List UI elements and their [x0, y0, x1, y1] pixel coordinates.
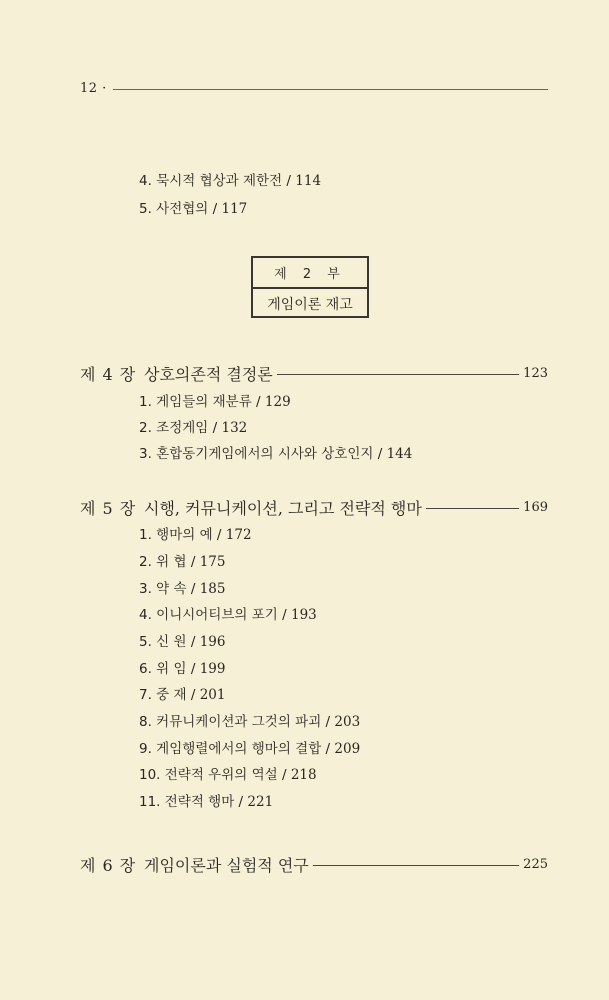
page-number: 12 · — [80, 80, 107, 96]
entry-title: 5. 신 원 — [139, 634, 187, 650]
entry-title: 3. 혼합동기게임에서의 시사와 상호인지 — [139, 446, 374, 462]
entry-page: 185 — [199, 581, 226, 597]
toc-entry[interactable]: 3. 혼합동기게임에서의 시사와 상호인지 / 144 — [139, 446, 413, 462]
entry-title: 6. 위 임 — [139, 661, 187, 677]
toc-entry[interactable]: 2. 위 협 / 175 — [139, 554, 226, 570]
entry-title: 3. 약 속 — [139, 581, 187, 597]
leader-rule — [277, 374, 519, 375]
toc-entry[interactable]: 7. 중 재 / 201 — [139, 687, 226, 703]
toc-entry[interactable]: 4. 이니시어티브의 포기 / 193 — [139, 607, 317, 623]
entry-page: 144 — [386, 446, 413, 462]
part-title: 게임이론 재고 — [267, 296, 353, 313]
entry-page: 221 — [247, 794, 274, 810]
chapter-label: 제 6 장 — [80, 855, 137, 875]
entry-title: 7. 중 재 — [139, 687, 187, 703]
entry-page: 201 — [199, 687, 226, 703]
chapter-title: 상호의존적 결정론 — [144, 364, 273, 384]
chapter-title: 게임이론과 실험적 연구 — [144, 855, 309, 875]
part-heading-box — [251, 256, 369, 318]
entry-title: 11. 전략적 행마 — [139, 794, 235, 810]
entry-title: 1. 게임들의 재분류 — [139, 394, 252, 410]
toc-entry[interactable]: 2. 조정게임 / 132 — [139, 420, 248, 436]
entry-title: 4. 묵시적 협상과 제한전 — [139, 173, 283, 189]
entry-page: 114 — [295, 173, 322, 189]
entry-page: 129 — [264, 394, 291, 410]
entry-page: 203 — [334, 714, 361, 730]
toc-entry[interactable]: 11. 전략적 행마 / 221 — [139, 794, 274, 810]
chapter-label: 제 4 장 — [80, 364, 137, 384]
entry-page: 117 — [221, 201, 248, 217]
toc-entry[interactable]: 9. 게임행렬에서의 행마의 결합 / 209 — [139, 741, 361, 757]
entry-page: 196 — [199, 634, 226, 650]
toc-entry[interactable]: 5. 신 원 / 196 — [139, 634, 226, 650]
entry-title: 2. 위 협 — [139, 554, 187, 570]
entry-page: 132 — [221, 420, 248, 436]
entry-title: 5. 사전협의 — [139, 201, 209, 217]
toc-entry[interactable]: 3. 약 속 / 185 — [139, 581, 226, 597]
toc-entry[interactable]: 1. 행마의 예 / 172 — [139, 527, 252, 543]
header-rule — [113, 89, 548, 90]
entry-page: 199 — [199, 661, 226, 677]
entry-title: 8. 커뮤니케이션과 그것의 파괴 — [139, 714, 322, 730]
entry-page: 193 — [290, 607, 317, 623]
part-number: 제 2 부 — [253, 258, 367, 289]
leader-rule — [426, 508, 519, 509]
entry-title: 9. 게임행렬에서의 행마의 결합 — [139, 741, 322, 757]
entry-page: 172 — [225, 527, 252, 543]
chapter-heading[interactable] — [80, 853, 548, 875]
chapter-label: 제 5 장 — [80, 498, 137, 518]
chapter-page: 225 — [523, 856, 548, 872]
toc-entry[interactable]: 8. 커뮤니케이션과 그것의 파괴 / 203 — [139, 714, 361, 730]
running-header — [80, 78, 548, 98]
leader-rule — [313, 865, 519, 866]
entry-page: 218 — [290, 767, 317, 783]
toc-entry[interactable]: 10. 전략적 우위의 역설 / 218 — [139, 767, 317, 783]
toc-entry[interactable]: 5. 사전협의 / 117 — [139, 201, 248, 217]
chapter-heading[interactable] — [80, 362, 548, 384]
entry-title: 10. 전략적 우위의 역설 — [139, 767, 278, 783]
toc-entry[interactable]: 4. 묵시적 협상과 제한전 / 114 — [139, 173, 322, 189]
chapter-page: 169 — [523, 499, 548, 515]
chapter-page: 123 — [523, 365, 548, 381]
entry-title: 4. 이니시어티브의 포기 — [139, 607, 278, 623]
chapter-title: 시행, 커뮤니케이션, 그리고 전략적 행마 — [144, 498, 422, 518]
entry-title: 1. 행마의 예 — [139, 527, 213, 543]
entry-title: 2. 조정게임 — [139, 420, 209, 436]
chapter-heading[interactable] — [80, 496, 548, 518]
toc-entry[interactable]: 1. 게임들의 재분류 / 129 — [139, 394, 291, 410]
entry-page: 175 — [199, 554, 226, 570]
entry-page: 209 — [334, 741, 361, 757]
toc-entry[interactable]: 6. 위 임 / 199 — [139, 661, 226, 677]
